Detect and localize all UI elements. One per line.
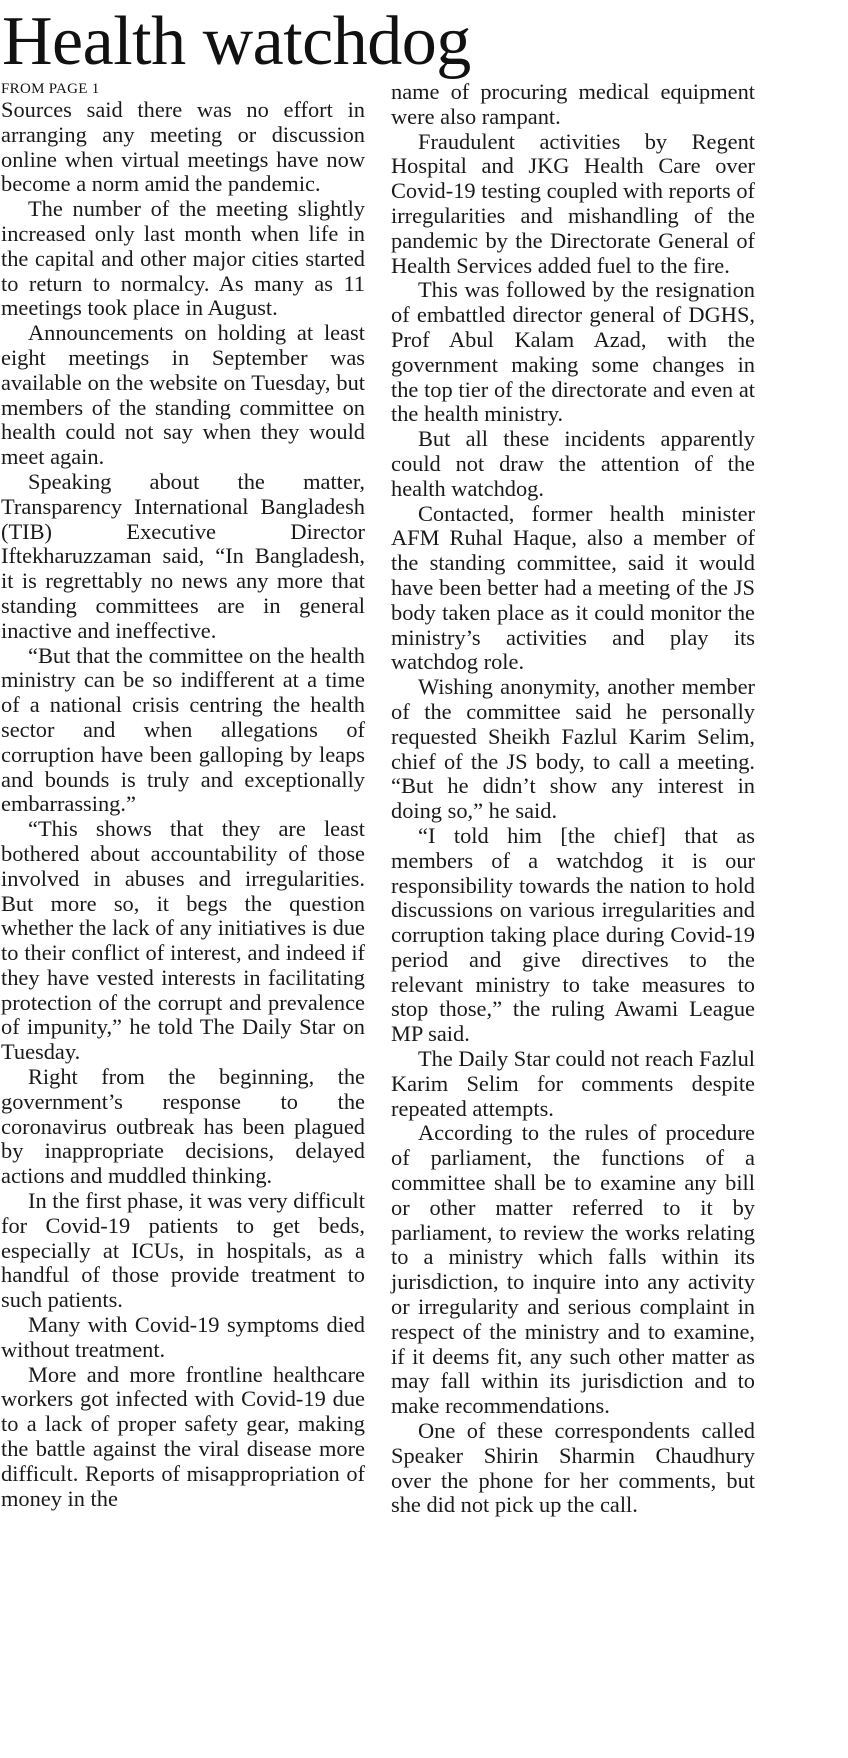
paragraph: In the first phase, it was very difficult for Covid-19 patients to get beds, especially at ICUs, in hospitals, as a handful of those provide treatment to such patients. [1, 1188, 365, 1313]
paragraph: According to the rules of procedure of parliament, the functions of a committee shall be to examine any bill or other matter referred to it by parliament, to review the works relating to a ministry which falls within its jurisdiction, to inquire into any activity or irregularity and serious complaint in respect of the ministry and to examine, if it deems fit, any such other matter as may fall within its jurisdiction and to make recommendations. [391, 1120, 755, 1419]
paragraph: “But that the committee on the health ministry can be so indifferent at a time of a national crisis centring the health sector and when allegations of corruption have been galloping by leaps and bounds is truly and exceptionally embarrassing.” [1, 642, 365, 817]
paragraph: This was followed by the resignation of embattled director general of DGHS, Prof Abul Kalam Azad, with the government making some changes in the top tier of the directorate and even at the health ministry. [391, 277, 755, 427]
paragraph: Fraudulent activities by Regent Hospital and JKG Health Care over Covid-19 testing coupled with reports of irregularities and mishandling of the pandemic by the Directorate General of Health Services added fuel to the fire. [391, 128, 755, 278]
paragraph: Many with Covid-19 symptoms died without treatment. [1, 1312, 365, 1362]
paragraph: Wishing anonymity, another member of the committee said he personally requested Sheikh Fazlul Karim Selim, chief of the JS body, to call a meeting. “But he didn’t show any interest in doing so,” he said. [391, 674, 755, 824]
paragraph: One of these correspondents called Speaker Shirin Sharmin Chaudhury over the phone for her comments, but she did not pick up the call. [391, 1418, 755, 1518]
paragraph: Announcements on holding at least eight meetings in September was available on the website on Tuesday, but members of the standing committee on health could not say when they would meet again. [1, 320, 365, 470]
paragraph: The Daily Star could not reach Fazlul Karim Selim for comments despite repeated attempts. [391, 1046, 755, 1121]
paragraph: “I told him [the chief] that as members of a watchdog it is our responsibility towards the nation to hold discussions on various irregularities and corruption taking place during Covid-19 period and give directives to the relevant ministry to take measures to stop those,” the ruling Awami League MP said. [391, 822, 755, 1047]
paragraph: “This shows that they are least bothered about accountability of those involved in abuses and irregularities. But more so, it begs the question whether the lack of any initiatives is due to their conflict of interest, and indeed if they have vested interests in facilitating protection of the corrupt and prevalence of impunity,” he told The Daily Star on Tuesday. [1, 816, 365, 1065]
paragraph: Speaking about the matter, Transparency International Bangladesh (TIB) Executive Director Iftekharuzzaman said, “In Bangladesh, it is regrettably no news any more that standing committees are in general inactive and ineffective. [1, 468, 365, 643]
article-column-left [1, 80, 365, 1511]
paragraph: Right from the beginning, the government’s response to the coronavirus outbreak has been plagued by inappropriate decisions, delayed actions and muddled thinking. [1, 1064, 365, 1189]
paragraph: But all these incidents apparently could not draw the attention of the health watchdog. [391, 426, 755, 501]
headline: Health watchdog [2, 3, 471, 80]
article-column-right [391, 80, 755, 1518]
paragraph: Contacted, former health minister AFM Ruhal Haque, also a member of the standing committee, said it would have been better had a meeting of the JS body taken place as it could monitor the ministry’s activities and play its watchdog role. [391, 500, 755, 675]
page-continuation-label: FROM PAGE 1 [1, 81, 100, 97]
paragraph: Sources said there was no effort in arranging any meeting or discussion online when virtual meetings have now become a norm amid the pandemic. [1, 97, 365, 197]
paragraph: The number of the meeting slightly increased only last month when life in the capital and other major cities started to return to normalcy. As many as 11 meetings took place in August. [1, 196, 365, 321]
paragraph: name of procuring medical equipment were also rampant. [391, 79, 755, 129]
paragraph: More and more frontline healthcare workers got infected with Covid-19 due to a lack of proper safety gear, making the battle against the viral disease more difficult. Reports of misappropriation of money in the [1, 1361, 365, 1511]
